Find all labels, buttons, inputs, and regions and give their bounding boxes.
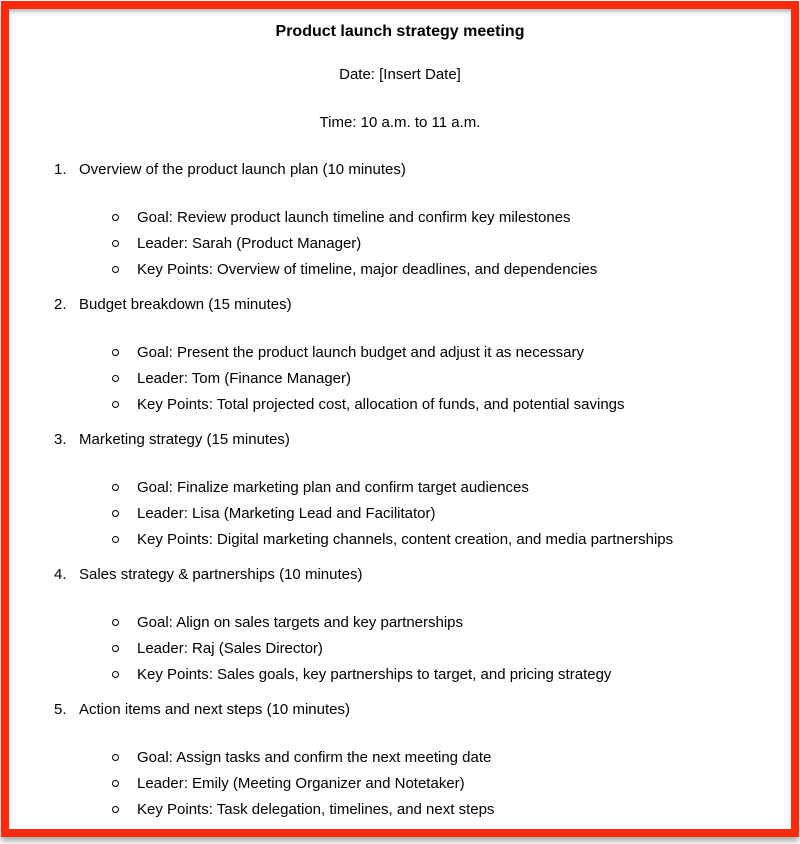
bullet-text: Goal: Present the product launch budget and adjust it as necessary (137, 344, 584, 361)
list-item (9, 231, 791, 257)
section-title: Marketing strategy (15 minutes) (79, 431, 290, 448)
circle-bullet-icon (112, 510, 119, 517)
section-number: 3. (54, 431, 67, 448)
list-item (9, 662, 791, 688)
section-title: Sales strategy & partnerships (10 minutes) (79, 566, 363, 583)
document-content (9, 9, 791, 829)
section-heading (9, 701, 791, 718)
list-item (9, 340, 791, 366)
section-heading (9, 296, 791, 313)
list-item (9, 257, 791, 283)
section-heading (9, 161, 791, 178)
bullet-text: Key Points: Total projected cost, allocation of funds, and potential savings (137, 396, 625, 413)
bullet-text: Goal: Align on sales targets and key partnerships (137, 614, 464, 631)
circle-bullet-icon (112, 375, 119, 382)
circle-bullet-icon (112, 536, 119, 543)
bullet-text: Key Points: Overview of timeline, major deadlines, and dependencies (137, 261, 598, 278)
list-item (9, 475, 791, 501)
time-line: Time: 10 a.m. to 11 a.m. (319, 114, 481, 131)
circle-bullet-icon (112, 754, 119, 761)
list-item (9, 797, 791, 823)
list-item (9, 745, 791, 771)
bullet-text: Leader: Emily (Meeting Organizer and Notetaker) (137, 775, 465, 792)
agenda-list (9, 161, 791, 823)
circle-bullet-icon (112, 645, 119, 652)
section-bullets (9, 205, 791, 283)
bullet-text: Leader: Raj (Sales Director) (137, 640, 323, 657)
circle-bullet-icon (112, 214, 119, 221)
agenda-section (9, 566, 791, 688)
circle-bullet-icon (112, 671, 119, 678)
circle-bullet-icon (112, 484, 119, 491)
list-item (9, 392, 791, 418)
bullet-text: Key Points: Sales goals, key partnerships to target, and pricing strategy (137, 666, 612, 683)
list-item (9, 205, 791, 231)
section-title: Action items and next steps (10 minutes) (79, 701, 350, 718)
circle-bullet-icon (112, 780, 119, 787)
agenda-section (9, 296, 791, 418)
date-line: Date: [Insert Date] (339, 66, 461, 83)
section-number: 2. (54, 296, 67, 313)
document-page (1, 1, 799, 837)
bullet-text: Leader: Lisa (Marketing Lead and Facilitator) (137, 505, 436, 522)
section-bullets (9, 340, 791, 418)
circle-bullet-icon (112, 401, 119, 408)
section-title: Budget breakdown (15 minutes) (79, 296, 292, 313)
bullet-text: Goal: Finalize marketing plan and confirm target audiences (137, 479, 529, 496)
agenda-section (9, 161, 791, 283)
list-item (9, 610, 791, 636)
list-item (9, 636, 791, 662)
circle-bullet-icon (112, 619, 119, 626)
section-number: 4. (54, 566, 67, 583)
circle-bullet-icon (112, 806, 119, 813)
bullet-text: Leader: Sarah (Product Manager) (137, 235, 362, 252)
agenda-section (9, 701, 791, 823)
section-title: Overview of the product launch plan (10 minutes) (79, 161, 406, 178)
bullet-text: Key Points: Digital marketing channels, content creation, and media partnerships (137, 531, 674, 548)
circle-bullet-icon (112, 349, 119, 356)
section-heading (9, 566, 791, 583)
list-item (9, 366, 791, 392)
bullet-text: Goal: Assign tasks and confirm the next meeting date (137, 749, 492, 766)
section-bullets (9, 610, 791, 688)
list-item (9, 771, 791, 797)
section-number: 1. (54, 161, 67, 178)
section-heading (9, 431, 791, 448)
circle-bullet-icon (112, 240, 119, 247)
bullet-text: Key Points: Task delegation, timelines, and next steps (137, 801, 495, 818)
bullet-text: Leader: Tom (Finance Manager) (137, 370, 351, 387)
document-title: Product launch strategy meeting (275, 23, 525, 40)
section-bullets (9, 475, 791, 553)
agenda-section (9, 431, 791, 553)
list-item (9, 527, 791, 553)
circle-bullet-icon (112, 266, 119, 273)
list-item (9, 501, 791, 527)
bullet-text: Goal: Review product launch timeline and confirm key milestones (137, 209, 571, 226)
section-bullets (9, 745, 791, 823)
section-number: 5. (54, 701, 67, 718)
